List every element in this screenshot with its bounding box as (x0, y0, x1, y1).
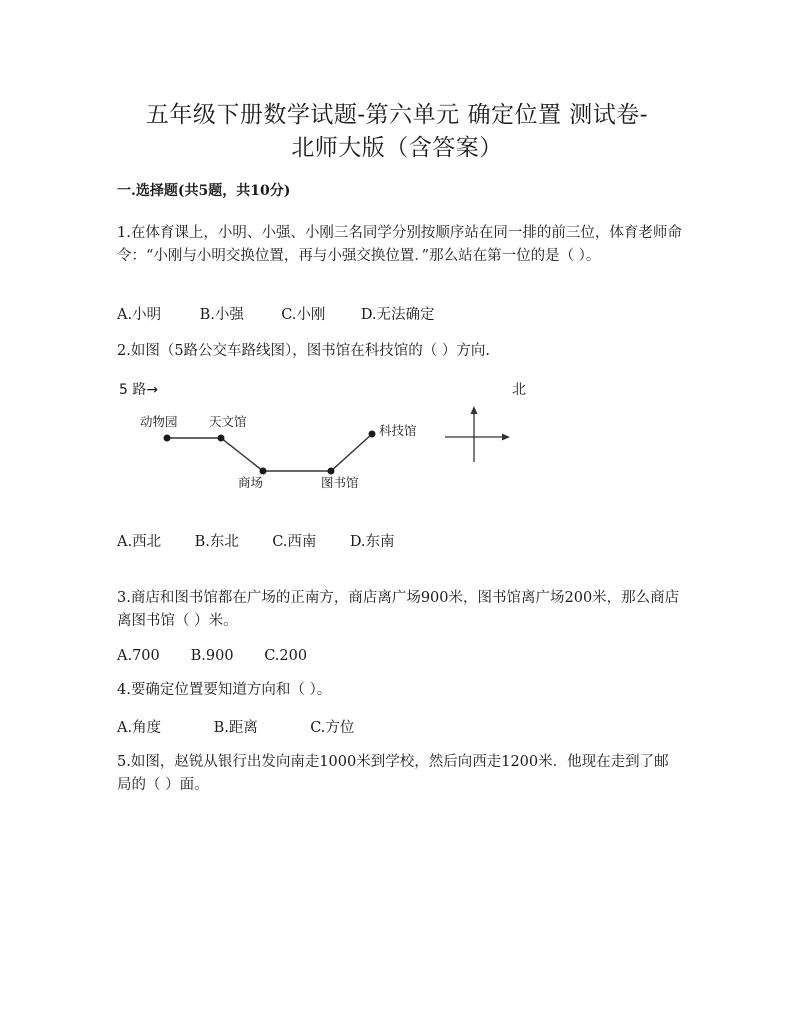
stop-label-observatory: 天文馆 (209, 414, 247, 429)
page-title-line-2: 北师大版（含答案） (291, 135, 503, 161)
option-b: B.小强 (199, 307, 244, 323)
option-a: A.700 (117, 648, 160, 664)
stop-dot-library (328, 468, 335, 475)
question-2-options (117, 530, 395, 551)
stop-label-science-museum: 科技馆 (379, 423, 417, 438)
option-c: C.200 (264, 648, 308, 664)
stop-dot-science-museum (369, 431, 376, 438)
option-d: D.东南 (349, 534, 395, 550)
question-3-options (117, 648, 307, 664)
option-d: D.无法确定 (360, 307, 435, 323)
option-b: B.东北 (194, 534, 239, 550)
question-4-options (117, 716, 354, 737)
bus-route-diagram (110, 372, 530, 497)
stop-label-zoo: 动物园 (140, 414, 178, 429)
stop-dot-zoo (164, 435, 171, 442)
stop-label-library: 图书馆 (321, 475, 359, 490)
stop-dot-observatory (218, 435, 225, 442)
question-1-options (117, 303, 435, 324)
option-a: A.角度 (117, 720, 162, 736)
question-4-text: 4.要确定位置要知道方向和（ ）。 (117, 682, 332, 698)
option-b: B.距离 (213, 720, 258, 736)
route-line (167, 434, 372, 471)
question-2-text: 2.如图（5路公交车路线图），图书馆在科技馆的（ ）方向. (117, 343, 491, 359)
option-b: B.900 (190, 648, 234, 664)
option-a: A.西北 (117, 534, 162, 550)
section-heading: 一.选择题(共5题，共10分) (117, 183, 291, 199)
compass-icon (445, 406, 510, 462)
question-5-text: 5.如图，赵锐从银行出发向南走1000米到学校，然后向西走1200米．他现在走到了邮局的（ ）面。 (117, 754, 669, 793)
question-3-text: 3.商店和图书馆都在广场的正南方，商店离广场900米，图书馆离广场200米，那么商店离图书馆（ ）米。 (117, 590, 680, 629)
stop-label-mall: 商场 (238, 475, 264, 490)
option-a: A.小明 (117, 307, 162, 323)
question-1-text: 1.在体育课上，小明、小强、小刚三名同学分别按顺序站在同一排的前三位，体育老师命令：“小刚与小明交换位置，再与小强交换位置．”那么站在第一位的是（ ）。 (117, 225, 682, 264)
stop-dot-mall (260, 468, 267, 475)
option-c: C.小刚 (281, 307, 326, 323)
option-c: C.西南 (272, 534, 317, 550)
route-label: 5 路→ (119, 382, 159, 398)
north-label: 北 (512, 382, 526, 398)
option-c: C.方位 (310, 720, 355, 736)
page-title-line-1: 五年级下册数学试题-第六单元 确定位置 测试卷- (145, 102, 649, 128)
